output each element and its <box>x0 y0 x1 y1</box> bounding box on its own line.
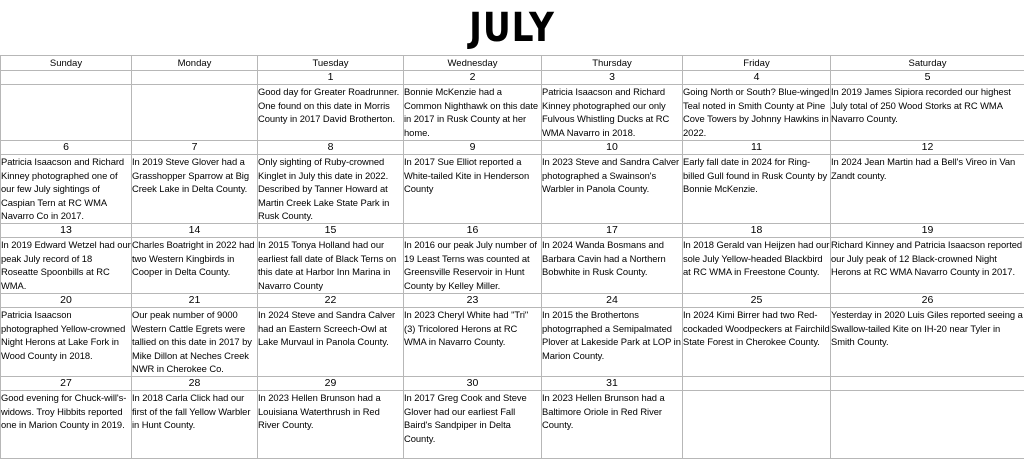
day-note: In 2017 Sue Elliot reported a White-tailed Kite in Henderson County <box>404 155 542 224</box>
week-2-date-row <box>1 141 1024 155</box>
day-number: 26 <box>831 293 1024 307</box>
week-3-date-row <box>1 223 1024 237</box>
day-number: 3 <box>542 71 683 85</box>
day-note: Good day for Greater Roadrunner. One found on this date in Morris County in 2017 David Brotherton. <box>258 85 404 141</box>
day-note <box>683 390 831 458</box>
day-note: In 2018 Carla Click had our first of the fall Yellow Warbler in Hunt County. <box>132 390 258 458</box>
day-number: 8 <box>258 141 404 155</box>
day-number: 5 <box>831 71 1024 85</box>
day-note: Charles Boatright in 2022 had two Western Kingbirds in Cooper in Delta County. <box>132 237 258 293</box>
day-note <box>132 85 258 141</box>
day-number: 17 <box>542 223 683 237</box>
day-number: 7 <box>132 141 258 155</box>
calendar-grid <box>0 55 1024 459</box>
day-note: Patricia Isaacson and Richard Kinney photographed one of our few July sightings of Caspian Tern at RC WMA Navarro Co in 2017. <box>1 155 132 224</box>
day-number: 2 <box>404 71 542 85</box>
day-number: 30 <box>404 376 542 390</box>
day-note: In 2024 Wanda Bosmans and Barbara Cavin had a Northern Bobwhite in Rusk County. <box>542 237 683 293</box>
day-number: 1 <box>258 71 404 85</box>
week-3-note-row <box>1 237 1024 293</box>
day-number: 24 <box>542 293 683 307</box>
month-title: JULY <box>469 5 555 51</box>
week-4-note-row <box>1 307 1024 376</box>
week-4-date-row <box>1 293 1024 307</box>
day-number: 16 <box>404 223 542 237</box>
day-note: In 2019 Edward Wetzel had our peak July record of 18 Roseatte Spoonbills at RC WMA. <box>1 237 132 293</box>
day-number <box>683 376 831 390</box>
weekday-tuesday: Tuesday <box>258 56 404 71</box>
day-note <box>831 390 1024 458</box>
day-note: In 2023 Steve and Sandra Calver photographed a Swainson's Warbler in Panola County. <box>542 155 683 224</box>
day-note: Our peak number of 9000 Western Cattle Egrets were tallied on this date in 2017 by Mike Dillon at Neches Creek NWR in Cherokee Co. <box>132 307 258 376</box>
day-note: Richard Kinney and Patricia Isaacson reported our July peak of 12 Black-crowned Night Herons at RC WMA Navarro County in 2017. <box>831 237 1024 293</box>
day-number: 22 <box>258 293 404 307</box>
day-note: In 2023 Cheryl White had "Tri" (3) Tricolored Herons at RC WMA in Navarro County. <box>404 307 542 376</box>
week-5-date-row <box>1 376 1024 390</box>
day-note: Patricia Isaacson and Richard Kinney photographed our only Fulvous Whistling Ducks at RC WMA Navarro in 2018. <box>542 85 683 141</box>
day-number: 28 <box>132 376 258 390</box>
day-note: Early fall date in 2024 for Ring-billed Gull found in Rusk County by Bonnie McKenzie. <box>683 155 831 224</box>
week-5-note-row <box>1 390 1024 458</box>
day-number: 21 <box>132 293 258 307</box>
day-number: 14 <box>132 223 258 237</box>
weekday-wednesday: Wednesday <box>404 56 542 71</box>
day-note: In 2024 Steve and Sandra Calver had an Eastern Screech-Owl at Lake Murvaul in Panola County. <box>258 307 404 376</box>
day-note: In 2023 Hellen Brunson had a Baltimore Oriole in Red River County. <box>542 390 683 458</box>
day-note: In 2015 the Brothertons photogrraphed a Semipalmated Plover at Lakeside Park at LOP in Marion County. <box>542 307 683 376</box>
day-note: In 2017 Greg Cook and Steve Glover had our earliest Fall Baird's Sandpiper in Delta County. <box>404 390 542 458</box>
day-note: Good evening for Chuck-will's-widows. Troy Hibbits reported one in Marion County in 2019. <box>1 390 132 458</box>
week-1-date-row <box>1 71 1024 85</box>
day-number <box>831 376 1024 390</box>
day-number: 4 <box>683 71 831 85</box>
day-note: In 2015 Tonya Holland had our earliest fall date of Black Terns on this date at Harbor Inn Marina in Navarro County <box>258 237 404 293</box>
weekday-sunday: Sunday <box>1 56 132 71</box>
day-number: 6 <box>1 141 132 155</box>
day-number: 23 <box>404 293 542 307</box>
day-number: 13 <box>1 223 132 237</box>
weekday-thursday: Thursday <box>542 56 683 71</box>
day-number: 27 <box>1 376 132 390</box>
day-number: 18 <box>683 223 831 237</box>
day-number: 9 <box>404 141 542 155</box>
day-number: 29 <box>258 376 404 390</box>
weekday-header-row <box>1 56 1024 71</box>
day-number: 15 <box>258 223 404 237</box>
day-number: 10 <box>542 141 683 155</box>
day-note: In 2023 Hellen Brunson had a Louisiana Waterthrush in Red River County. <box>258 390 404 458</box>
day-number: 20 <box>1 293 132 307</box>
day-number <box>1 71 132 85</box>
day-note: In 2018 Gerald van Heijzen had our sole July Yellow-headed Blackbird at RC WMA in Freestone County. <box>683 237 831 293</box>
day-note: In 2019 James Sipiora recorded our highest July total of 250 Wood Storks at RC WMA Navarro County. <box>831 85 1024 141</box>
week-1-note-row <box>1 85 1024 141</box>
week-2-note-row <box>1 155 1024 224</box>
day-number: 25 <box>683 293 831 307</box>
weekday-monday: Monday <box>132 56 258 71</box>
day-note: Yesterday in 2020 Luis Giles reported seeing a Swallow-tailed Kite on IH-20 near Tyler in Smith County. <box>831 307 1024 376</box>
day-note <box>1 85 132 141</box>
weekday-saturday: Saturday <box>831 56 1024 71</box>
day-note: Bonnie McKenzie had a Common Nighthawk on this date in 2017 in Rusk County at her home. <box>404 85 542 141</box>
day-note: Patricia Isaacson photographed Yellow-crowned Night Herons at Lake Fork in Wood County in 2018. <box>1 307 132 376</box>
day-number <box>132 71 258 85</box>
day-note: Only sighting of Ruby-crowned Kinglet in July this date in 2022. Described by Tanner Howard at Martin Creek Lake State Park in Rusk County. <box>258 155 404 224</box>
day-note: In 2024 Jean Martin had a Bell's Vireo in Van Zandt county. <box>831 155 1024 224</box>
day-number: 12 <box>831 141 1024 155</box>
day-number: 19 <box>831 223 1024 237</box>
day-note: In 2016 our peak July number of 19 Least Terns was counted at Greensville Reservoir in Hunt County by Kelley Miller. <box>404 237 542 293</box>
day-note: In 2024 Kimi Birrer had two Red-cockaded Woodpeckers at Fairchild State Forest in Cherokee County. <box>683 307 831 376</box>
weekday-friday: Friday <box>683 56 831 71</box>
day-number: 11 <box>683 141 831 155</box>
day-note: Going North or South? Blue-winged Teal noted in Smith County at Pine Cove Towers by Johnny Hawkins in 2022. <box>683 85 831 141</box>
day-note: In 2019 Steve Glover had a Grasshopper Sparrow at Big Creek Lake in Delta County. <box>132 155 258 224</box>
day-number: 31 <box>542 376 683 390</box>
